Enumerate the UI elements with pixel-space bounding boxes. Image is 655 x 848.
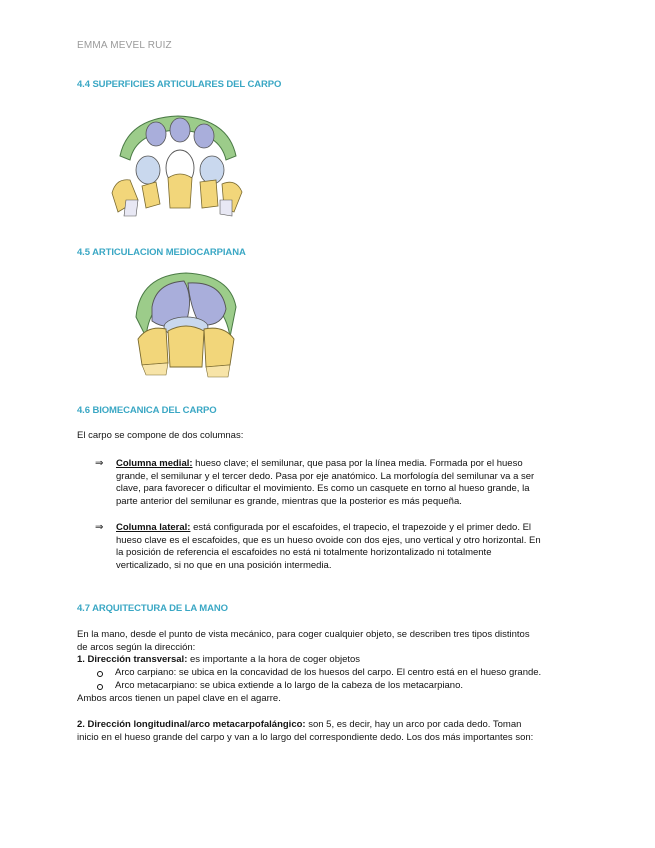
bullet-label: Columna medial: <box>116 458 193 469</box>
section-heading-4-7: 4.7 ARQUITECTURA DE LA MANO <box>77 603 228 614</box>
bullet-line: está configurada por el escafoides, el trapecio, el trapezoide y el primer dedo. El <box>190 522 532 533</box>
bullet-columna-medial <box>95 458 575 510</box>
paragraph-line: de arcos según la dirección: <box>77 641 196 653</box>
direction-longitudinal-label: 2. Dirección longitudinal/arco metacarpofalángico: <box>77 719 306 730</box>
bullet-label: Columna lateral: <box>116 522 191 533</box>
section-heading-4-5: 4.5 ARTICULACION MEDIOCARPIANA <box>77 247 246 258</box>
paragraph-line: inicio en el hueso grande del carpo y van a lo largo del correspondiente dedo. Los dos más importantes son: <box>77 731 534 743</box>
bullet-columna-lateral <box>95 522 575 574</box>
direction-transversal-label: 1. Dirección transversal: <box>77 654 188 666</box>
bullet-line: la posición de referencia el escafoides no está ni totalmente horizontalizado ni totalmente <box>116 547 492 559</box>
bullet-line: hueso clave es el escafoides, que es un hueso ovoide con dos ejes, uno vertical y otro horizontal. En <box>116 534 541 546</box>
list-item-text: Arco carpiano: se ubica en la concavidad de los huesos del carpo. El centro está en el hueso grande. <box>115 667 542 678</box>
bullet-line: verticalizado, si no que en una posición intermedia. <box>116 559 332 571</box>
paragraph-arquitectura <box>77 629 597 667</box>
direction-longitudinal-text: son 5, es decir, hay un arco por cada dedo. Toman <box>305 719 522 730</box>
bullet-line: clave, para favorecer o dificultar el movimiento. Es como un casquete en torno al hueso grande, la <box>116 483 530 495</box>
list-item-text: Arco metacarpiano: se ubica extiende a lo largo de la cabeza de los metacarpiano. <box>115 680 464 691</box>
paragraph-ambos-arcos: Ambos arcos tienen un papel clave en el agarre. <box>77 693 281 704</box>
circle-bullet-icon <box>97 671 103 677</box>
arrow-bullet-icon: ⇒ <box>95 522 104 533</box>
section-heading-4-6: 4.6 BIOMECANICA DEL CARPO <box>77 405 217 416</box>
arrow-bullet-icon: ⇒ <box>95 458 104 469</box>
circle-bullet-icon <box>97 684 103 690</box>
paragraph-line: En la mano, desde el punto de vista mecánico, para coger cualquier objeto, se describen tres tipos distintos <box>77 629 530 640</box>
bullet-line: grande, el semilunar y el tercer dedo. Pasa por eje anatómico. La morfología del semilunar va a ser <box>116 470 535 482</box>
bullet-line: parte anterior del semilunar es grande, mientras que la posterior es más pequeña. <box>116 495 462 507</box>
direction-transversal-text: es importante a la hora de coger objetos <box>187 654 361 666</box>
paragraph-direccion-longitudinal <box>77 719 597 744</box>
bullet-text <box>116 458 578 508</box>
section-heading-4-4: 4.4 SUPERFICIES ARTICULARES DEL CARPO <box>77 79 282 90</box>
bullet-text <box>116 522 578 572</box>
carpal-articular-surfaces-figure <box>108 108 248 233</box>
author-name: EMMA MEVEL RUIZ <box>77 40 172 51</box>
paragraph-intro-columns: El carpo se compone de dos columnas: <box>77 430 244 441</box>
bullet-line: hueso clave; el semilunar, que pasa por la línea media. Formada por el hueso <box>192 458 523 469</box>
midcarpal-joint-figure <box>126 267 246 385</box>
